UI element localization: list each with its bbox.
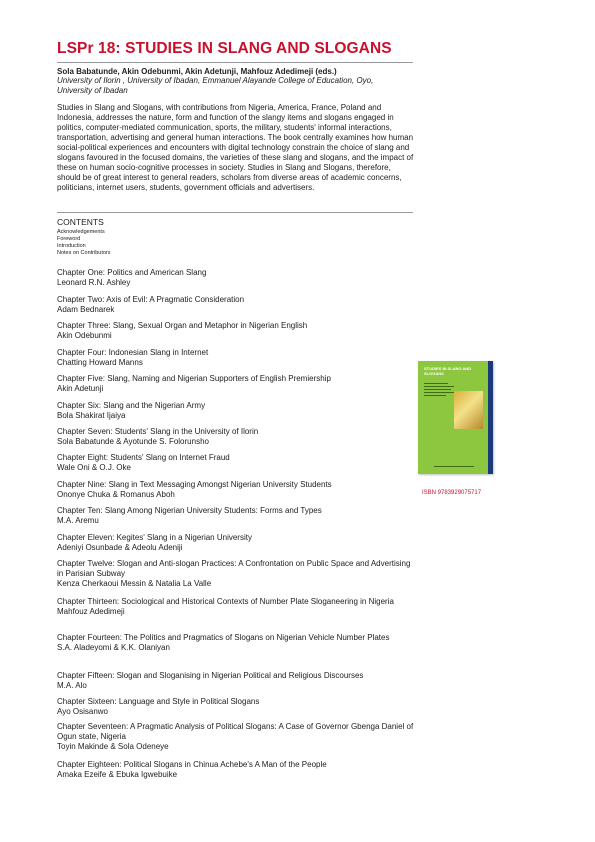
- chapter-authors: Adam Bednarek: [57, 305, 115, 314]
- chapter-entry: [57, 480, 417, 500]
- cover-series-line: [434, 466, 474, 467]
- front-matter-list: [57, 229, 111, 257]
- chapter-entry: [57, 533, 417, 553]
- chapter-title: Chapter Fourteen: The Politics and Pragmatics of Slogans on Nigerian Vehicle Number Plates: [57, 633, 390, 642]
- title-divider: [57, 62, 413, 63]
- book-title: LSPr 18: STUDIES IN SLANG AND SLOGANS: [57, 40, 392, 57]
- chapter-entry: [57, 671, 417, 691]
- chapter-authors: Amaka Ezeife & Ebuka Igwebuike: [57, 770, 178, 779]
- chapter-title: Chapter Four: Indonesian Slang in Internet: [57, 348, 209, 357]
- chapter-title: Chapter Eighteen: Political Slogans in Chinua Achebe's A Man of the People: [57, 760, 327, 769]
- chapter-authors: Mahfouz Adedimeji: [57, 607, 125, 616]
- chapter-authors: Sola Babatunde & Ayotunde S. Folorunsho: [57, 437, 209, 446]
- chapter-entry: [57, 633, 417, 653]
- chapter-title: Chapter Fifteen: Slogan and Sloganising in Nigerian Political and Religious Discourses: [57, 671, 364, 680]
- chapter-authors: Leonard R.N. Ashley: [57, 278, 131, 287]
- chapter-authors: Wale Oni & O.J. Oke: [57, 463, 131, 472]
- front-matter-item: Notes on Contributors: [57, 250, 111, 256]
- chapter-entry: [57, 401, 417, 421]
- chapter-authors: Ayo Osisanwo: [57, 707, 108, 716]
- chapter-entry: [57, 374, 417, 394]
- chapter-entry: [57, 348, 417, 368]
- chapter-title: Chapter Sixteen: Language and Style in Political Slogans: [57, 697, 260, 706]
- book-cover: [418, 361, 493, 474]
- affiliation: University of Ilorin , University of Ibadan, Emmanuel Alayande College of Education, Oyo, University of Ibadan: [57, 76, 374, 95]
- chapter-title: Chapter Twelve: Slogan and Anti-slogan Practices: A Confrontation on Public Space and Advertising in Parisian Subway: [57, 559, 411, 578]
- chapter-title: Chapter Two: Axis of Evil: A Pragmatic Consideration: [57, 295, 245, 304]
- contents-divider: [57, 212, 413, 213]
- chapter-authors: Kenza Cherkaoui Messin & Natalia La Valle: [57, 579, 212, 588]
- chapter-entry: [57, 427, 417, 447]
- chapter-entry: [57, 453, 417, 473]
- cover-title: STUDIES IN SLANG AND SLOGANS: [424, 366, 472, 376]
- chapter-title: Chapter Seven: Students' Slang in the University of Ilorin: [57, 427, 259, 436]
- cover-image: [454, 391, 483, 429]
- chapter-authors: S.A. Aladeyomi & K.K. Olaniyan: [57, 643, 170, 652]
- chapter-authors: M.A. Aremu: [57, 516, 99, 525]
- chapter-title: Chapter Six: Slang and the Nigerian Army: [57, 401, 206, 410]
- chapter-title: Chapter Eleven: Kegites' Slang in a Nigerian University: [57, 533, 252, 542]
- chapter-entry: [57, 295, 417, 315]
- chapter-entry: [57, 559, 417, 589]
- front-matter-item: Acknowledgements: [57, 229, 105, 235]
- chapter-entry: [57, 697, 417, 717]
- book-description: Studies in Slang and Slogans, with contributions from Nigeria, America, France, Poland and Indonesia, addresses the nature, form and function of the slangy items and slogans engaged in politics, computer-mediated communication, sports, the military, students' informal interactions, transportation, advertising and general human interactions. The book centrally examines how human social-political experiences and encounters with digital technology constrain the choice of slang and slogans favoured in the focused domains, the varieties of these slang and slogans, and the impact of these on human socio-cognitive processes in society. Studies in Slang and Slogans, therefore, should be of great interest to general readers, scholars from diverse areas of academic concerns, politicians, internet users, students, government officials and advertisers.: [57, 103, 414, 192]
- chapter-entry: [57, 722, 417, 752]
- chapter-title: Chapter Five: Slang, Naming and Nigerian Supporters of English Premiership: [57, 374, 331, 383]
- chapter-entry: [57, 506, 417, 526]
- editors: Sola Babatunde, Akin Odebunmi, Akin Adetunji, Mahfouz Adedimeji (eds.): [57, 67, 337, 76]
- chapter-authors: Chatting Howard Manns: [57, 358, 143, 367]
- chapter-title: Chapter Thirteen: Sociological and Historical Contexts of Number Plate Sloganeering in Nigeria: [57, 597, 394, 606]
- chapter-authors: M.A. Alo: [57, 681, 87, 690]
- chapter-authors: Akin Odebunmi: [57, 331, 112, 340]
- front-matter-item: Foreword: [57, 236, 81, 242]
- chapter-title: Chapter One: Politics and American Slang: [57, 268, 207, 277]
- chapter-title: Chapter Eight: Students' Slang on Internet Fraud: [57, 453, 230, 462]
- chapter-title: Chapter Ten: Slang Among Nigerian University Students: Forms and Types: [57, 506, 322, 515]
- chapter-authors: Bola Shakirat Ijaiya: [57, 411, 126, 420]
- chapter-title: Chapter Seventeen: A Pragmatic Analysis of Political Slogans: A Case of Governor Gbenga Daniel of Ogun state, Nigeria: [57, 722, 414, 741]
- front-matter-item: Introduction: [57, 243, 86, 249]
- chapter-authors: Toyin Makinde & Sola Odeneye: [57, 742, 169, 751]
- contents-heading: CONTENTS: [57, 217, 104, 227]
- isbn: ISBN 9783929075717: [422, 490, 482, 496]
- chapter-authors: Akin Adetunji: [57, 384, 104, 393]
- chapter-entry: [57, 760, 417, 780]
- cover-stripe: [488, 361, 493, 474]
- chapter-authors: Ononye Chuka & Romanus Aboh: [57, 490, 175, 499]
- chapter-entry: [57, 321, 417, 341]
- chapter-title: Chapter Nine: Slang in Text Messaging Amongst Nigerian University Students: [57, 480, 332, 489]
- chapter-entry: [57, 597, 417, 617]
- chapter-authors: Adeniyi Osunbade & Adeolu Adeniji: [57, 543, 183, 552]
- chapter-title: Chapter Three: Slang, Sexual Organ and Metaphor in Nigerian English: [57, 321, 308, 330]
- chapter-entry: [57, 268, 417, 288]
